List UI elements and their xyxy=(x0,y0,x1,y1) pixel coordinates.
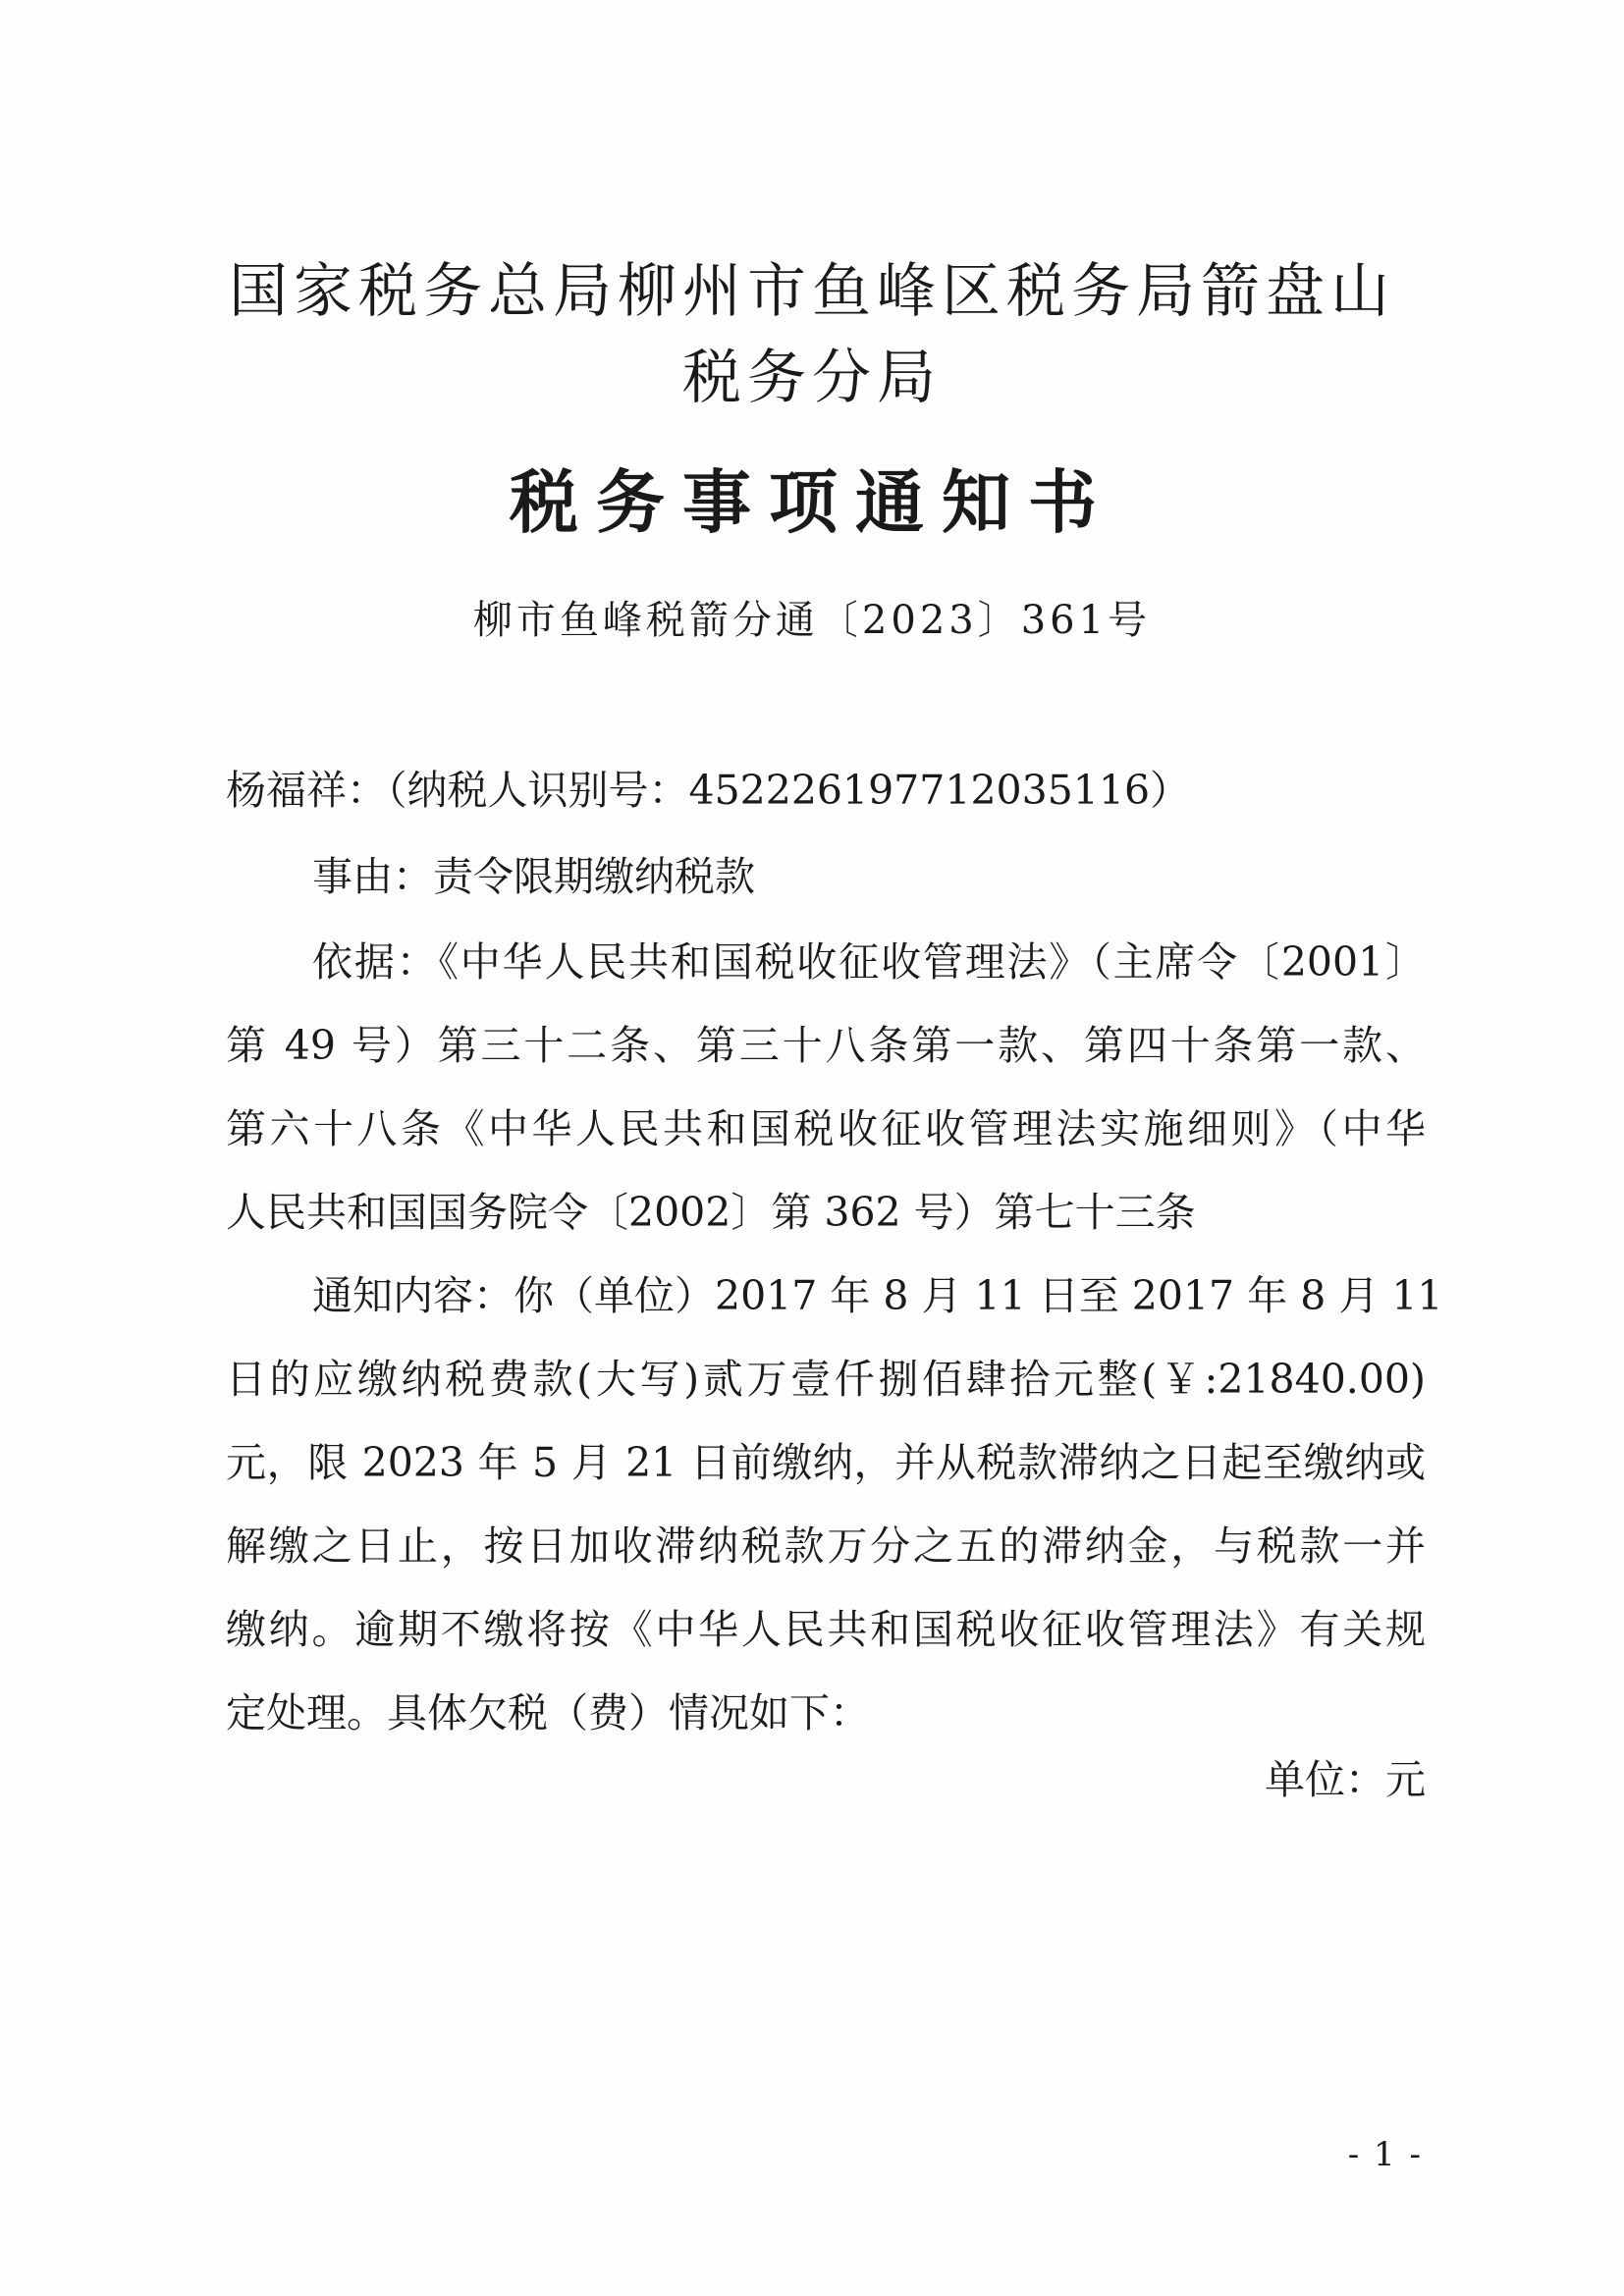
basis-line: 人民共和国国务院令〔2002〕第 362 号）第七十三条 xyxy=(226,1189,1196,1236)
issuing-authority-line-1: 国家税务总局柳州市鱼峰区税务局箭盘山 xyxy=(229,257,1395,326)
document-number: 柳市鱼峰税箭分通〔2023〕361号 xyxy=(472,598,1152,643)
notice-line: 日的应缴纳税费款(大写)贰万壹仟捌佰肆拾元整(￥:21840.00) xyxy=(226,1356,1426,1403)
unit-label: 单位：元 xyxy=(1265,1756,1426,1803)
notice-line: 通知内容：你（单位）2017 年 8 月 11 日至 2017 年 8 月 11 xyxy=(312,1272,1443,1319)
document-title: 税务事项通知书 xyxy=(510,461,1114,543)
issuing-authority-line-2: 税务分局 xyxy=(682,344,942,412)
basis-line: 第六十八条《中华人民共和国税收征收管理法实施细则》（中华 xyxy=(226,1105,1426,1152)
recipient-line: 杨福祥：（纳税人识别号：452226197712035116） xyxy=(226,767,1191,814)
notice-line: 定处理。具体欠税（费）情况如下： xyxy=(226,1689,870,1736)
basis-line: 依据：《中华人民共和国税收征收管理法》（主席令〔2001〕 xyxy=(312,938,1426,986)
notice-line: 缴纳。逾期不缴将按《中华人民共和国税收征收管理法》有关规 xyxy=(226,1606,1426,1653)
reason-line: 事由：责令限期缴纳税款 xyxy=(312,853,755,900)
notice-line: 元，限 2023 年 5 月 21 日前缴纳，并从税款滞纳之日起至缴纳或 xyxy=(226,1439,1426,1486)
notice-line: 解缴之日止，按日加收滞纳税款万分之五的滞纳金，与税款一并 xyxy=(226,1522,1426,1570)
basis-line: 第 49 号）第三十二条、第三十八条第一款、第四十条第一款、 xyxy=(226,1022,1426,1069)
page-number: - 1 - xyxy=(1347,2135,1423,2174)
